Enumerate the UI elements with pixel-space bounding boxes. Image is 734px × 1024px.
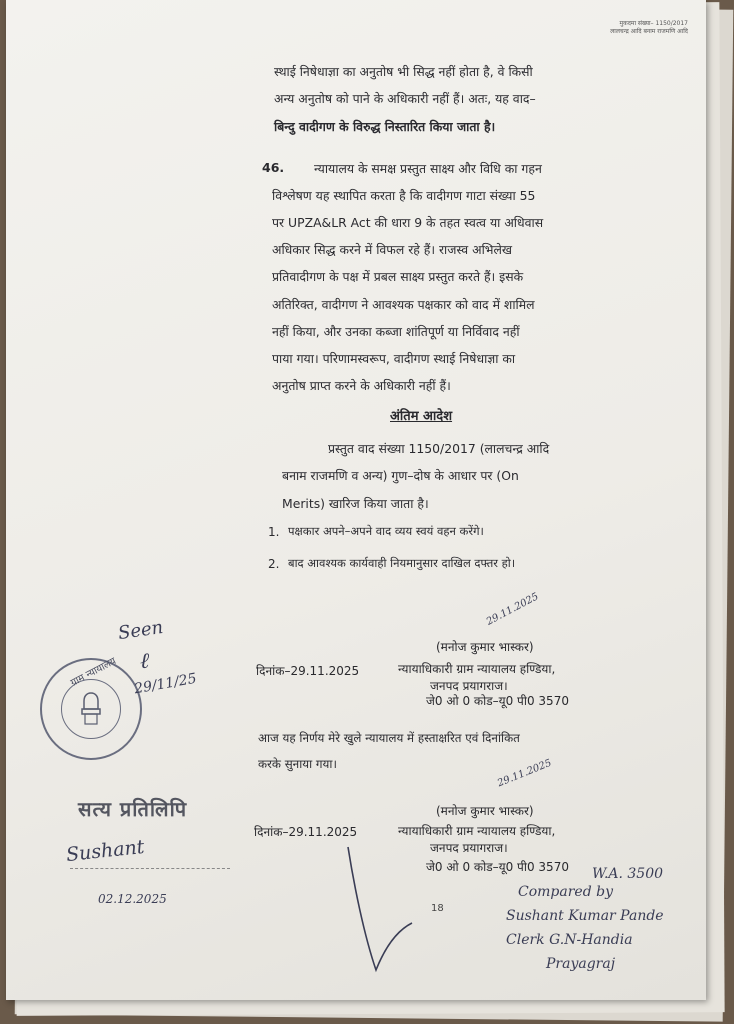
stamp-divider <box>70 868 230 869</box>
text-line: न्यायालय के समक्ष प्रस्तुत साक्ष्य और विधि का गहन <box>314 161 542 176</box>
handwritten-seen: Seen <box>116 616 165 645</box>
text-line: बिन्दु वादीगण के विरुद्ध निस्तारित किया जाता है। <box>274 119 496 134</box>
text-line: बनाम राजमणि व अन्य) गुण–दोष के आधार पर (On <box>282 468 519 483</box>
text-line: आज यह निर्णय मेरे खुले न्यायालय में हस्ताक्षरित एवं दिनांकित <box>258 731 520 745</box>
judge-code: जे0 ओ 0 कोड–यू0 पी0 3570 <box>426 860 569 874</box>
certified-copy-stamp: सत्य प्रतिलिपि <box>78 797 188 821</box>
final-order-title: अंतिम आदेश <box>390 409 453 424</box>
check-mark-icon <box>346 845 416 975</box>
text-line: अधिकार सिद्ध करने में विफल रहे हैं। राजस्व अभिलेख <box>272 242 513 257</box>
judge-code: जे0 ओ 0 कोड–यू0 पी0 3570 <box>426 694 569 708</box>
judge-district: जनपद प्रयागराज। <box>430 841 508 855</box>
judge-name: (मनोज कुमार भास्कर) <box>436 804 534 818</box>
text-line: अनुतोष प्राप्त करने के अधिकारी नहीं हैं। <box>272 378 451 393</box>
text-line: अन्य अनुतोष को पाने के अधिकारी नहीं हैं। अतः, यह वाद– <box>274 91 536 106</box>
judge-designation: न्यायाधिकारी ग्राम न्यायालय हण्डिया, <box>398 662 556 676</box>
handwritten-sign-date: 29.11.2025 <box>496 757 554 790</box>
handwritten-compared-by: Compared by <box>518 884 613 900</box>
text-line: Merits) खारिज किया जाता है। <box>282 496 429 511</box>
handwritten-sign-date: 29.11.2025 <box>484 591 541 628</box>
handwritten-sushant: Sushant <box>65 835 146 867</box>
emblem-icon <box>76 691 106 727</box>
handwritten-clerk-title: Clerk G.N-Handia <box>506 932 633 948</box>
seal-text: ग्राम न्यायालय <box>69 655 119 689</box>
text-line: विश्लेषण यह स्थापित करता है कि वादीगण गाटा संख्या 55 <box>272 188 536 203</box>
text-line: पर UPZA&LR Act की धारा 9 के तहत स्वत्व या अधिवास <box>272 215 544 230</box>
text-line: करके सुनाया गया। <box>258 757 337 771</box>
text-line: प्रस्तुत वाद संख्या 1150/2017 (लालचन्द्र आदि <box>328 441 550 456</box>
handwritten-sushant-date: 02.12.2025 <box>98 892 167 906</box>
judge-designation: न्यायाधिकारी ग्राम न्यायालय हण्डिया, <box>398 824 556 838</box>
paragraph-number: 46. <box>262 160 285 175</box>
judge-name: (मनोज कुमार भास्कर) <box>436 640 534 654</box>
list-item: पक्षकार अपने–अपने वाद व्यय स्वयं वहन करेंगे। <box>288 524 484 538</box>
handwritten-seen-date: 29/11/25 <box>133 670 198 698</box>
text-line: प्रतिवादीगण के पक्ष में प्रबल साक्ष्य प्रस्तुत करते हैं। इसके <box>272 269 524 284</box>
text-line: स्थाई निषेधाज्ञा का अनुतोष भी सिद्ध नहीं होता है, वे किसी <box>274 64 533 79</box>
order-date: दिनांक–29.11.2025 <box>256 664 360 678</box>
judge-district: जनपद प्रयागराज। <box>430 679 508 693</box>
handwritten-initial: ℓ <box>140 649 150 674</box>
order-date: दिनांक–29.11.2025 <box>254 825 358 839</box>
list-item: बाद आवश्यक कार्यवाही नियमानुसार दाखिल दफ्तर हो। <box>288 556 516 570</box>
text-line: नहीं किया, और उनका कब्जा शांतिपूर्ण या निर्विवाद नहीं <box>272 324 520 339</box>
handwritten-clerk-name: Sushant Kumar Pande <box>506 908 664 924</box>
header-line-2: लालचन्द्र आदि बनाम राजमणि आदि <box>610 28 688 35</box>
list-item-number: 2. <box>268 557 280 571</box>
list-item-number: 1. <box>268 525 280 539</box>
header-line-1: मुकदमा संख्या– 1150/2017 <box>619 20 688 27</box>
running-header <box>610 20 688 36</box>
handwritten-place: Prayagraj <box>546 956 616 972</box>
page-number: 18 <box>431 903 444 914</box>
document-page <box>6 0 706 1000</box>
text-line: अतिरिक्त, वादीगण ने आवश्यक पक्षकार को वाद में शामिल <box>272 297 535 312</box>
text-line: पाया गया। परिणामस्वरूप, वादीगण स्थाई निषेधाज्ञा का <box>272 351 516 366</box>
handwritten-wa-number: W.A. 3500 <box>592 866 664 882</box>
